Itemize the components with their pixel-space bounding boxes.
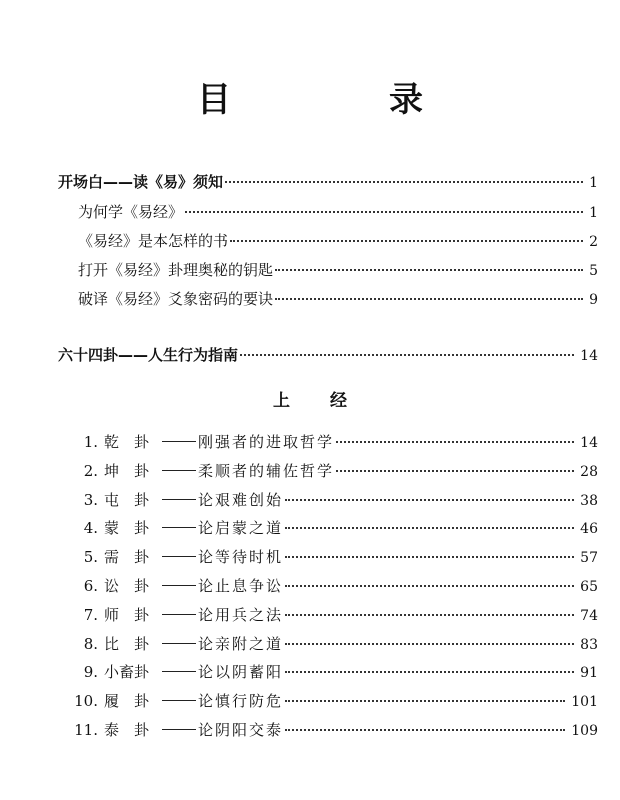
em-dash	[162, 671, 196, 672]
entry-desc: 刚强者的进取哲学	[198, 433, 335, 451]
toc-entry	[58, 720, 598, 741]
toc-entry	[58, 634, 598, 655]
entry-number: 11.	[74, 721, 98, 739]
toc-part-heading	[58, 345, 598, 366]
toc-entry	[58, 662, 598, 683]
page-number: 109	[571, 723, 598, 739]
toc-intro-item	[78, 289, 598, 310]
entry-desc: 论亲附之道	[198, 635, 284, 653]
entry-number: 3.	[83, 491, 98, 509]
page-number: 101	[571, 694, 598, 710]
em-dash	[162, 729, 196, 730]
leader-dots	[285, 527, 574, 529]
em-dash	[162, 643, 196, 644]
entry-gua: 履 卦	[104, 692, 150, 710]
toc-intro-item	[78, 260, 598, 281]
entry-desc: 论启蒙之道	[198, 519, 284, 537]
toc-label: 《易经》是本怎样的书	[78, 232, 229, 250]
entry-gua: 蒙 卦	[104, 519, 150, 537]
entry-desc: 论等待时机	[198, 548, 284, 566]
entry-desc: 论用兵之法	[198, 606, 284, 624]
page-number: 46	[580, 521, 598, 537]
page-title: 目 录	[197, 80, 485, 120]
entry-gua: 比 卦	[104, 635, 150, 653]
toc-intro-heading	[58, 172, 598, 193]
page-number: 9	[589, 292, 598, 308]
page-number: 65	[580, 579, 598, 595]
page-number: 5	[589, 263, 598, 279]
em-dash	[162, 614, 196, 615]
entry-gua: 讼 卦	[104, 577, 150, 595]
entry-gua: 乾 卦	[104, 433, 150, 451]
entry-desc: 柔顺者的辅佐哲学	[198, 462, 335, 480]
em-dash	[162, 499, 196, 500]
toc-label: 开场白——读《易》须知	[58, 173, 224, 191]
entry-number: 6.	[83, 577, 98, 595]
toc-entry	[58, 518, 598, 539]
toc-entry	[58, 461, 598, 482]
entry-number: 9.	[83, 663, 98, 681]
page-number: 14	[580, 435, 598, 451]
entry-desc: 论以阴蓄阳	[198, 663, 284, 681]
leader-dots	[225, 181, 583, 183]
page-number: 14	[580, 348, 598, 364]
leader-dots	[285, 556, 574, 558]
em-dash	[162, 556, 196, 557]
entry-gua: 坤 卦	[104, 462, 150, 480]
toc-entry	[58, 576, 598, 597]
toc-intro-item	[78, 231, 598, 252]
leader-dots	[285, 614, 574, 616]
toc-label: 六十四卦——人生行为指南	[58, 346, 239, 364]
entry-gua: 屯 卦	[104, 491, 150, 509]
toc-entry	[58, 547, 598, 568]
page-number: 38	[580, 493, 598, 509]
leader-dots	[285, 499, 574, 501]
toc-entry	[58, 432, 598, 453]
toc-label: 打开《易经》卦理奥秘的钥匙	[78, 261, 274, 279]
entry-desc: 论止息争讼	[198, 577, 284, 595]
leader-dots	[275, 298, 583, 300]
entry-gua: 需 卦	[104, 548, 150, 566]
toc-entry	[58, 605, 598, 626]
leader-dots	[336, 470, 574, 472]
entry-desc: 论阴阳交泰	[198, 721, 284, 739]
page-number: 1	[589, 205, 598, 221]
page-number: 1	[589, 175, 598, 191]
entry-gua: 小畜卦	[104, 663, 150, 681]
leader-dots	[230, 240, 583, 242]
em-dash	[162, 470, 196, 471]
toc-label: 破译《易经》爻象密码的要诀	[78, 290, 274, 308]
leader-dots	[285, 643, 574, 645]
entry-gua: 泰 卦	[104, 721, 150, 739]
leader-dots	[285, 585, 574, 587]
leader-dots	[285, 700, 565, 702]
section-heading: 上经	[273, 391, 387, 411]
entry-desc: 论艰难创始	[198, 491, 284, 509]
entry-number: 2.	[83, 462, 98, 480]
em-dash	[162, 585, 196, 586]
page-number: 91	[580, 665, 598, 681]
page-number: 28	[580, 464, 598, 480]
page-number: 2	[589, 234, 598, 250]
leader-dots	[275, 269, 583, 271]
leader-dots	[185, 211, 583, 213]
em-dash	[162, 441, 196, 442]
toc-label: 为何学《易经》	[78, 203, 184, 221]
toc-intro-item	[78, 202, 598, 223]
entry-number: 7.	[83, 606, 98, 624]
leader-dots	[285, 671, 574, 673]
em-dash	[162, 700, 196, 701]
page-number: 74	[580, 608, 598, 624]
entry-number: 5.	[83, 548, 98, 566]
page-number: 57	[580, 550, 598, 566]
entry-number: 10.	[74, 692, 98, 710]
entry-number: 4.	[83, 519, 98, 537]
entry-number: 1.	[83, 433, 98, 451]
leader-dots	[336, 441, 574, 443]
leader-dots	[285, 729, 565, 731]
toc-entry	[58, 691, 598, 712]
entry-number: 8.	[83, 635, 98, 653]
em-dash	[162, 527, 196, 528]
entry-desc: 论慎行防危	[198, 692, 284, 710]
page-number: 83	[580, 637, 598, 653]
entry-gua: 师 卦	[104, 606, 150, 624]
toc-entry	[58, 490, 598, 511]
leader-dots	[240, 354, 574, 356]
